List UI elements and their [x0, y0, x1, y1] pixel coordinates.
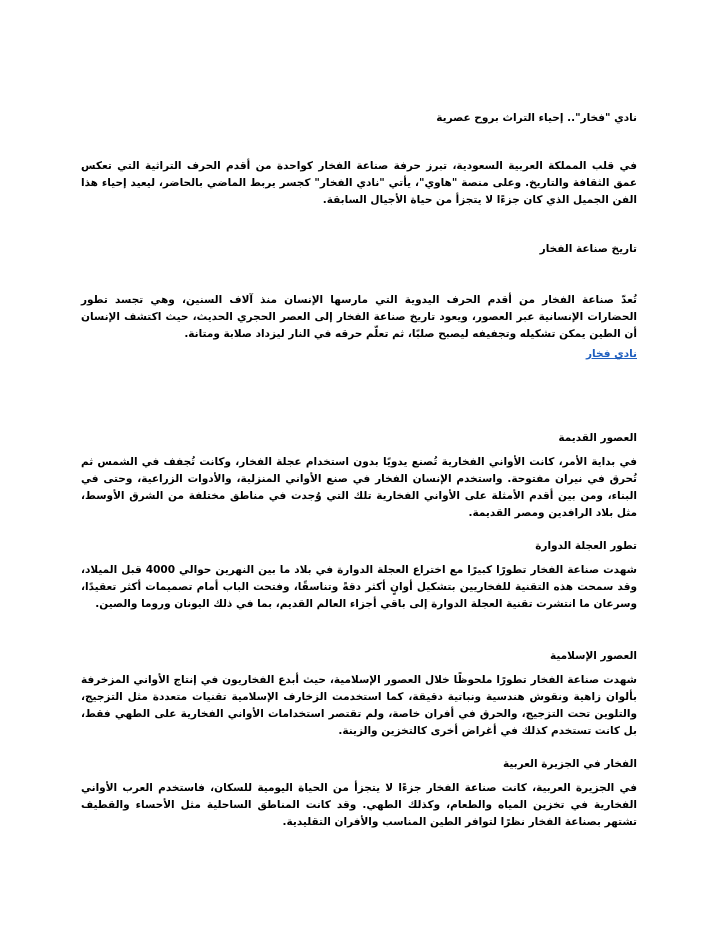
section-heading-ancient: العصور القديمة: [558, 432, 637, 444]
section-body-ancient: في بداية الأمر، كانت الأواني الفخارية تُصنع يدويًا بدون استخدام عجلة الفخار، وكانت تُجفف في الشمس ثم تُحرق في نيران مفتوحة. واستخدم الإنسان الفخار في صنع الأواني المنزلية، والأدوات الزراعية، وحتى في البناء، ومن بين أقدم الأمثلة على الأواني الفخارية تلك التي وُجدت في مناطق مختلفة من الشرق الأوسط، مثل بلاد الرافدين ومصر القديمة.: [81, 456, 637, 519]
section-body-islamic: شهدت صناعة الفخار تطورًا ملحوظًا خلال العصور الإسلامية، حيث أبدع الفخاريون في إنتاج الأواني المزخرفة بألوان زاهية ونقوش هندسية ونباتية دقيقة، كما استخدمت الزخارف الإسلامية تقنيات متعددة مثل التزجيج، والتلوين تحت التزجيج، والحرق في أفران خاصة، ولم تقتصر استخدامات الأواني الفخارية على الطهي فقط، بل كانت تستخدم كذلك في أغراض أخرى كالتخزين والزينة.: [81, 674, 637, 737]
section-body-history: تُعدّ صناعة الفخار من أقدم الحرف اليدوية التي مارسها الإنسان منذ آلاف السنين، وهي تجسد تطور الحضارات الإنسانية عبر العصور، ويعود تاريخ صناعة الفخار إلى العصر الحجري الحديث، حيث اكتشف الإنسان أن الطين يمكن تشكيله وتجفيفه ليصبح صلبًا، ثم تعلّم حرقه في النار ليزداد صلابة ومتانة.: [81, 294, 637, 340]
section-body-arabia: في الجزيرة العربية، كانت صناعة الفخار جزءًا لا يتجزأ من الحياة اليومية للسكان، فاستخدم العرب الأواني الفخارية في تخزين المياه والطعام، وكذلك الطهي. وقد كانت المناطق الساحلية مثل الأحساء والقطيف تشتهر بصناعة الفخار نظرًا لتوافر الطين المناسب والأفران التقليدية.: [81, 782, 637, 828]
pottery-club-link[interactable]: نادي فخار: [586, 348, 637, 360]
section-heading-arabia: الفخار في الجزيرة العربية: [502, 758, 637, 770]
section-heading-wheel: تطور العجلة الدوارة: [535, 540, 637, 552]
section-body-wheel: شهدت صناعة الفخار تطورًا كبيرًا مع اختراع العجلة الدوارة في بلاد ما بين النهرين حوالي 4000 قبل الميلاد، وقد سمحت هذه التقنية للفخاريين بتشكيل أوانٍ أكثر دقةً وتناسقًا، وفتحت الباب أمام تصميمات أكثر تعقيدًا، وسرعان ما انتشرت تقنية العجلة الدوارة إلى باقي أجزاء العالم القديم، بما في ذلك اليونان وروما والصين.: [81, 564, 638, 610]
intro-paragraph: في قلب المملكة العربية السعودية، تبرز حرفة صناعة الفخار كواحدة من أقدم الحرف التراثية التي تعكس عمق الثقافة والتاريخ. وعلى منصة "هاوي"، يأتي "نادي الفخار" كجسر يربط الماضي بالحاضر، ليعيد إحياء هذا الفن الجميل الذي كان جزءًا لا يتجزأ من حياة الأجيال السابقة.: [81, 160, 637, 206]
section-heading-islamic: العصور الإسلامية: [550, 650, 637, 662]
pottery-club-link-line: [81, 346, 637, 363]
document-title: نادي "فخار".. إحياء التراث بروح عصرية: [436, 112, 637, 124]
section-heading-history: تاريخ صناعة الفخار: [539, 243, 637, 255]
